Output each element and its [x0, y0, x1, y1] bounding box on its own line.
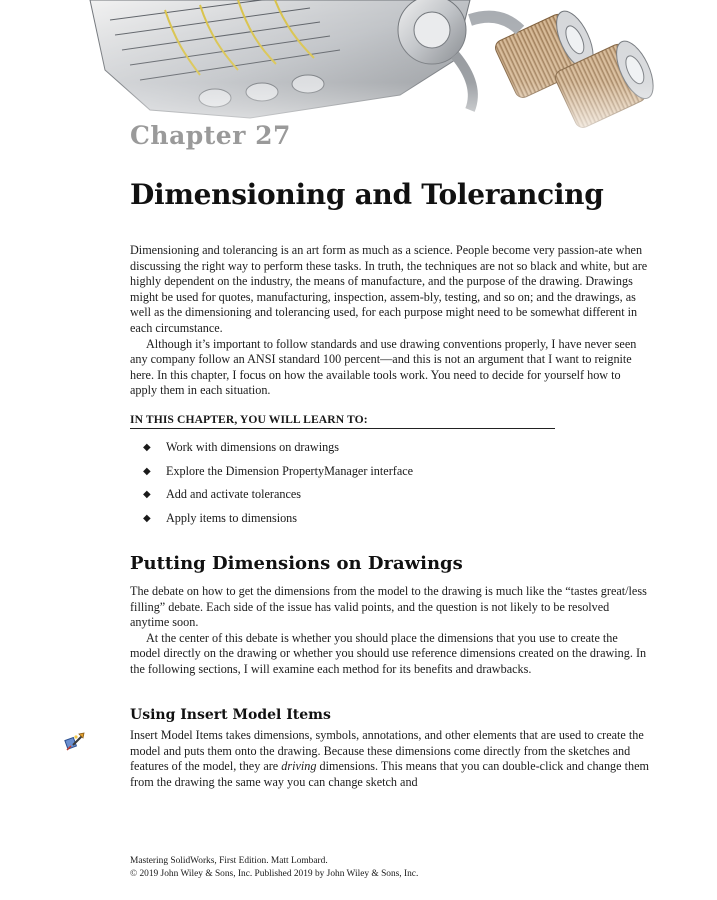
list-item	[143, 440, 413, 464]
subsection-text-after: dimensions. This means that you can double-click and change them from the drawing the same way you can change sketch and	[130, 759, 649, 789]
emphasis-driving: driving	[281, 759, 317, 774]
subsection-text-before: Insert Model Items takes dimensions, symbols, annotations, and other elements that are used to create the model and puts them onto the drawing. Because these dimensions come directly from the sketches and features of the model, they are	[130, 728, 644, 774]
diamond-bullet-icon: ◆	[143, 489, 151, 500]
footer-line-1: Mastering SolidWorks, First Edition. Matt Lombard.	[130, 856, 328, 866]
subsection-heading: Using Insert Model Items	[130, 707, 331, 723]
section-body	[130, 584, 650, 678]
section-heading: Putting Dimensions on Drawings	[130, 553, 463, 574]
list-item-label: Work with dimensions on drawings	[166, 440, 340, 454]
insert-model-items-icon	[63, 731, 87, 753]
intro-paragraph-2: Although it’s important to follow standards and use drawing conventions properly, I have never seen any company follow an ANSI standard 100 percent—and this is not an argument that I want to reignite here. In this chapter, I focus on how the available tools work. You need to decide for yourself how to apply them in each situation.	[130, 336, 637, 398]
subsection-paragraph	[130, 728, 650, 790]
list-item-label: Add and activate tolerances	[166, 487, 302, 501]
section-paragraph-1: The debate on how to get the dimensions from the model to the drawing is much like the “tastes great/less filling” debate. Each side of the issue has valid points, and the question is not likely to be resolved anytime soon.	[130, 584, 647, 630]
diamond-bullet-icon: ◆	[143, 442, 151, 453]
hero-engine-illustration	[0, 0, 717, 150]
diamond-bullet-icon: ◆	[143, 512, 151, 524]
list-item	[143, 511, 413, 535]
chapter-title: Dimensioning and Tolerancing	[130, 178, 604, 211]
footer-line-2: © 2019 John Wiley & Sons, Inc. Published 2019 by John Wiley & Sons, Inc.	[130, 869, 419, 879]
copyright-footer	[130, 855, 418, 881]
intro-text	[130, 243, 650, 399]
list-item-label: Apply items to dimensions	[166, 510, 298, 525]
learn-heading: IN THIS CHAPTER, YOU WILL LEARN TO:	[130, 413, 555, 429]
chapter-number: Chapter 27	[130, 121, 291, 150]
list-item	[143, 464, 413, 488]
diamond-bullet-icon: ◆	[143, 465, 151, 477]
subsection-body	[130, 728, 650, 790]
list-item-label: Explore the Dimension PropertyManager interface	[166, 463, 414, 478]
learn-list	[143, 440, 413, 534]
intro-paragraph-1: Dimensioning and tolerancing is an art form as much as a science. People become very passion-ate when discussing the right way to perform these tasks. In truth, the techniques are not so black and white, but are highly dependent on the industry, the means of manufacture, and the purpose of the drawing. Drawings might be used for quotes, manufacturing, inspection, assem-bly, testing, and so on; and the drawings, as well as the dimensioning and tolerancing used, for each purpose might need to be somewhat different in each circumstance.	[130, 243, 648, 335]
section-paragraph-2: At the center of this debate is whether you should place the dimensions that you use to create the model directly on the drawing or whether you should use reference dimensions created on the drawing. In the following sections, I will examine each method for its benefits and drawbacks.	[130, 630, 647, 676]
list-item	[143, 487, 413, 511]
